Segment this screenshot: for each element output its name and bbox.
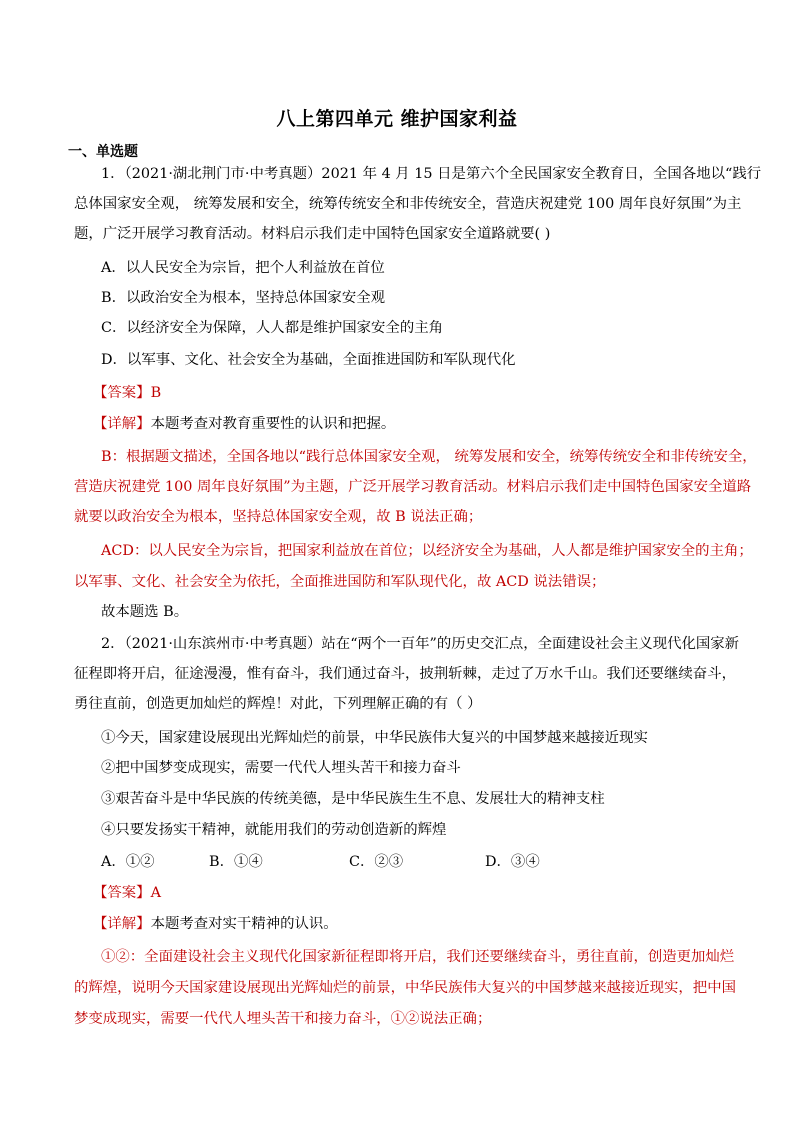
q1-option-d: D．以军事、文化、社会安全为基础，全面推进国防和军队现代化	[101, 352, 516, 368]
q2-analysis-line-3: 梦变成现实，需要一代代人埋头苦干和接力奋斗，①②说法正确；	[74, 1011, 492, 1027]
q2-detail	[93, 914, 338, 934]
q1-analysis-line-5: 以军事、文化、社会安全为依托，全面推进国防和军队现代化，故 ACD 说法错误；	[74, 574, 606, 590]
section-heading: 一、单选题	[68, 144, 138, 160]
q1-detail-text: 本题考查对教育重要性的认识和把握。	[150, 416, 396, 432]
q1-analysis-line-1: B：根据题文描述，全国各地以“践行总体国家安全观， 统筹发展和安全，统筹传统安全和非传统安全，	[101, 449, 757, 465]
q2-option-b: B．①④	[209, 854, 263, 870]
q2-statement-3: ③艰苦奋斗是中华民族的传统美德，是中华民族生生不息、发展壮大的精神支柱	[101, 791, 605, 807]
q2-analysis-line-2: 的辉煌，说明今天国家建设展现出光辉灿烂的前景，中华民族伟大复兴的中国梦越来越接近现实，把中国	[74, 980, 736, 996]
q2-stem-line-1: 2．（2021·山东滨州市·中考真题）站在“两个一百年”的历史交汇点，全面建设社会主义现代化国家新	[101, 636, 740, 652]
q1-option-c: C．以经济安全为保障，人人都是维护国家安全的主角	[101, 320, 443, 336]
q1-detail	[93, 414, 395, 434]
page-title: 八上第四单元 维护国家利益	[276, 108, 518, 130]
q2-detail-text: 本题考查对实干精神的认识。	[150, 916, 338, 932]
q1-detail-label: 【详解】	[93, 416, 151, 432]
q1-option-a: A．以人民安全为宗旨，把个人利益放在首位	[101, 260, 385, 276]
q1-stem-line-3: 题，广泛开展学习教育活动。材料启示我们走中国特色国家安全道路就要( )	[74, 226, 551, 242]
q2-option-c: C．②③	[349, 854, 404, 870]
q2-option-a: A．①②	[101, 854, 155, 870]
q1-answer: 【答案】B	[93, 385, 162, 401]
q2-options-row	[101, 852, 721, 872]
q1-option-b: B．以政治安全为根本，坚持总体国家安全观	[101, 290, 385, 306]
q2-answer: 【答案】A	[93, 885, 161, 901]
q1-conclusion: 故本题选 B。	[101, 604, 189, 620]
q2-analysis-line-1: ①②：全面建设社会主义现代化国家新征程即将开启，我们还要继续奋斗，勇往直前，创造更加灿烂	[101, 949, 735, 965]
q1-analysis-line-3: 就要以政治安全为根本，坚持总体国家安全观，故 B 说法正确；	[74, 509, 483, 525]
q1-analysis-line-4: ACD：以人民安全为宗旨，把国家利益放在首位；以经济安全为基础，人人都是维护国家安全的主角；	[101, 543, 753, 559]
q1-stem-line-2: 总体国家安全观， 统筹发展和安全，统筹传统安全和非传统安全，营造庆祝建党 100 周年良好氛围”为主	[74, 196, 742, 212]
q2-stem-line-3: 勇往直前，创造更加灿烂的辉煌！对此，下列理解正确的有（ ）	[74, 696, 482, 712]
q2-option-d: D．③④	[485, 854, 540, 870]
q2-stem-line-2: 征程即将开启，征途漫漫，惟有奋斗，我们通过奋斗，披荆斩棘，走过了万水千山。我们还要继续奋斗，	[74, 666, 736, 682]
q2-statement-2: ②把中国梦变成现实，需要一代代人埋头苦干和接力奋斗	[101, 760, 461, 776]
q2-detail-label: 【详解】	[93, 916, 151, 932]
q2-statement-4: ④只要发扬实干精神，就能用我们的劳动创造新的辉煌	[101, 822, 447, 838]
q1-stem-line-1: 1．（2021·湖北荆门市·中考真题）2021 年 4 月 15 日是第六个全民国家安全教育日，全国各地以“践行	[101, 166, 762, 182]
q2-statement-1: ①今天，国家建设展现出光辉灿烂的前景，中华民族伟大复兴的中国梦越来越接近现实	[101, 730, 648, 746]
q1-analysis-line-2: 营造庆祝建党 100 周年良好氛围”为主题，广泛开展学习教育活动。材料启示我们走中国特色国家安全道路	[74, 479, 752, 495]
